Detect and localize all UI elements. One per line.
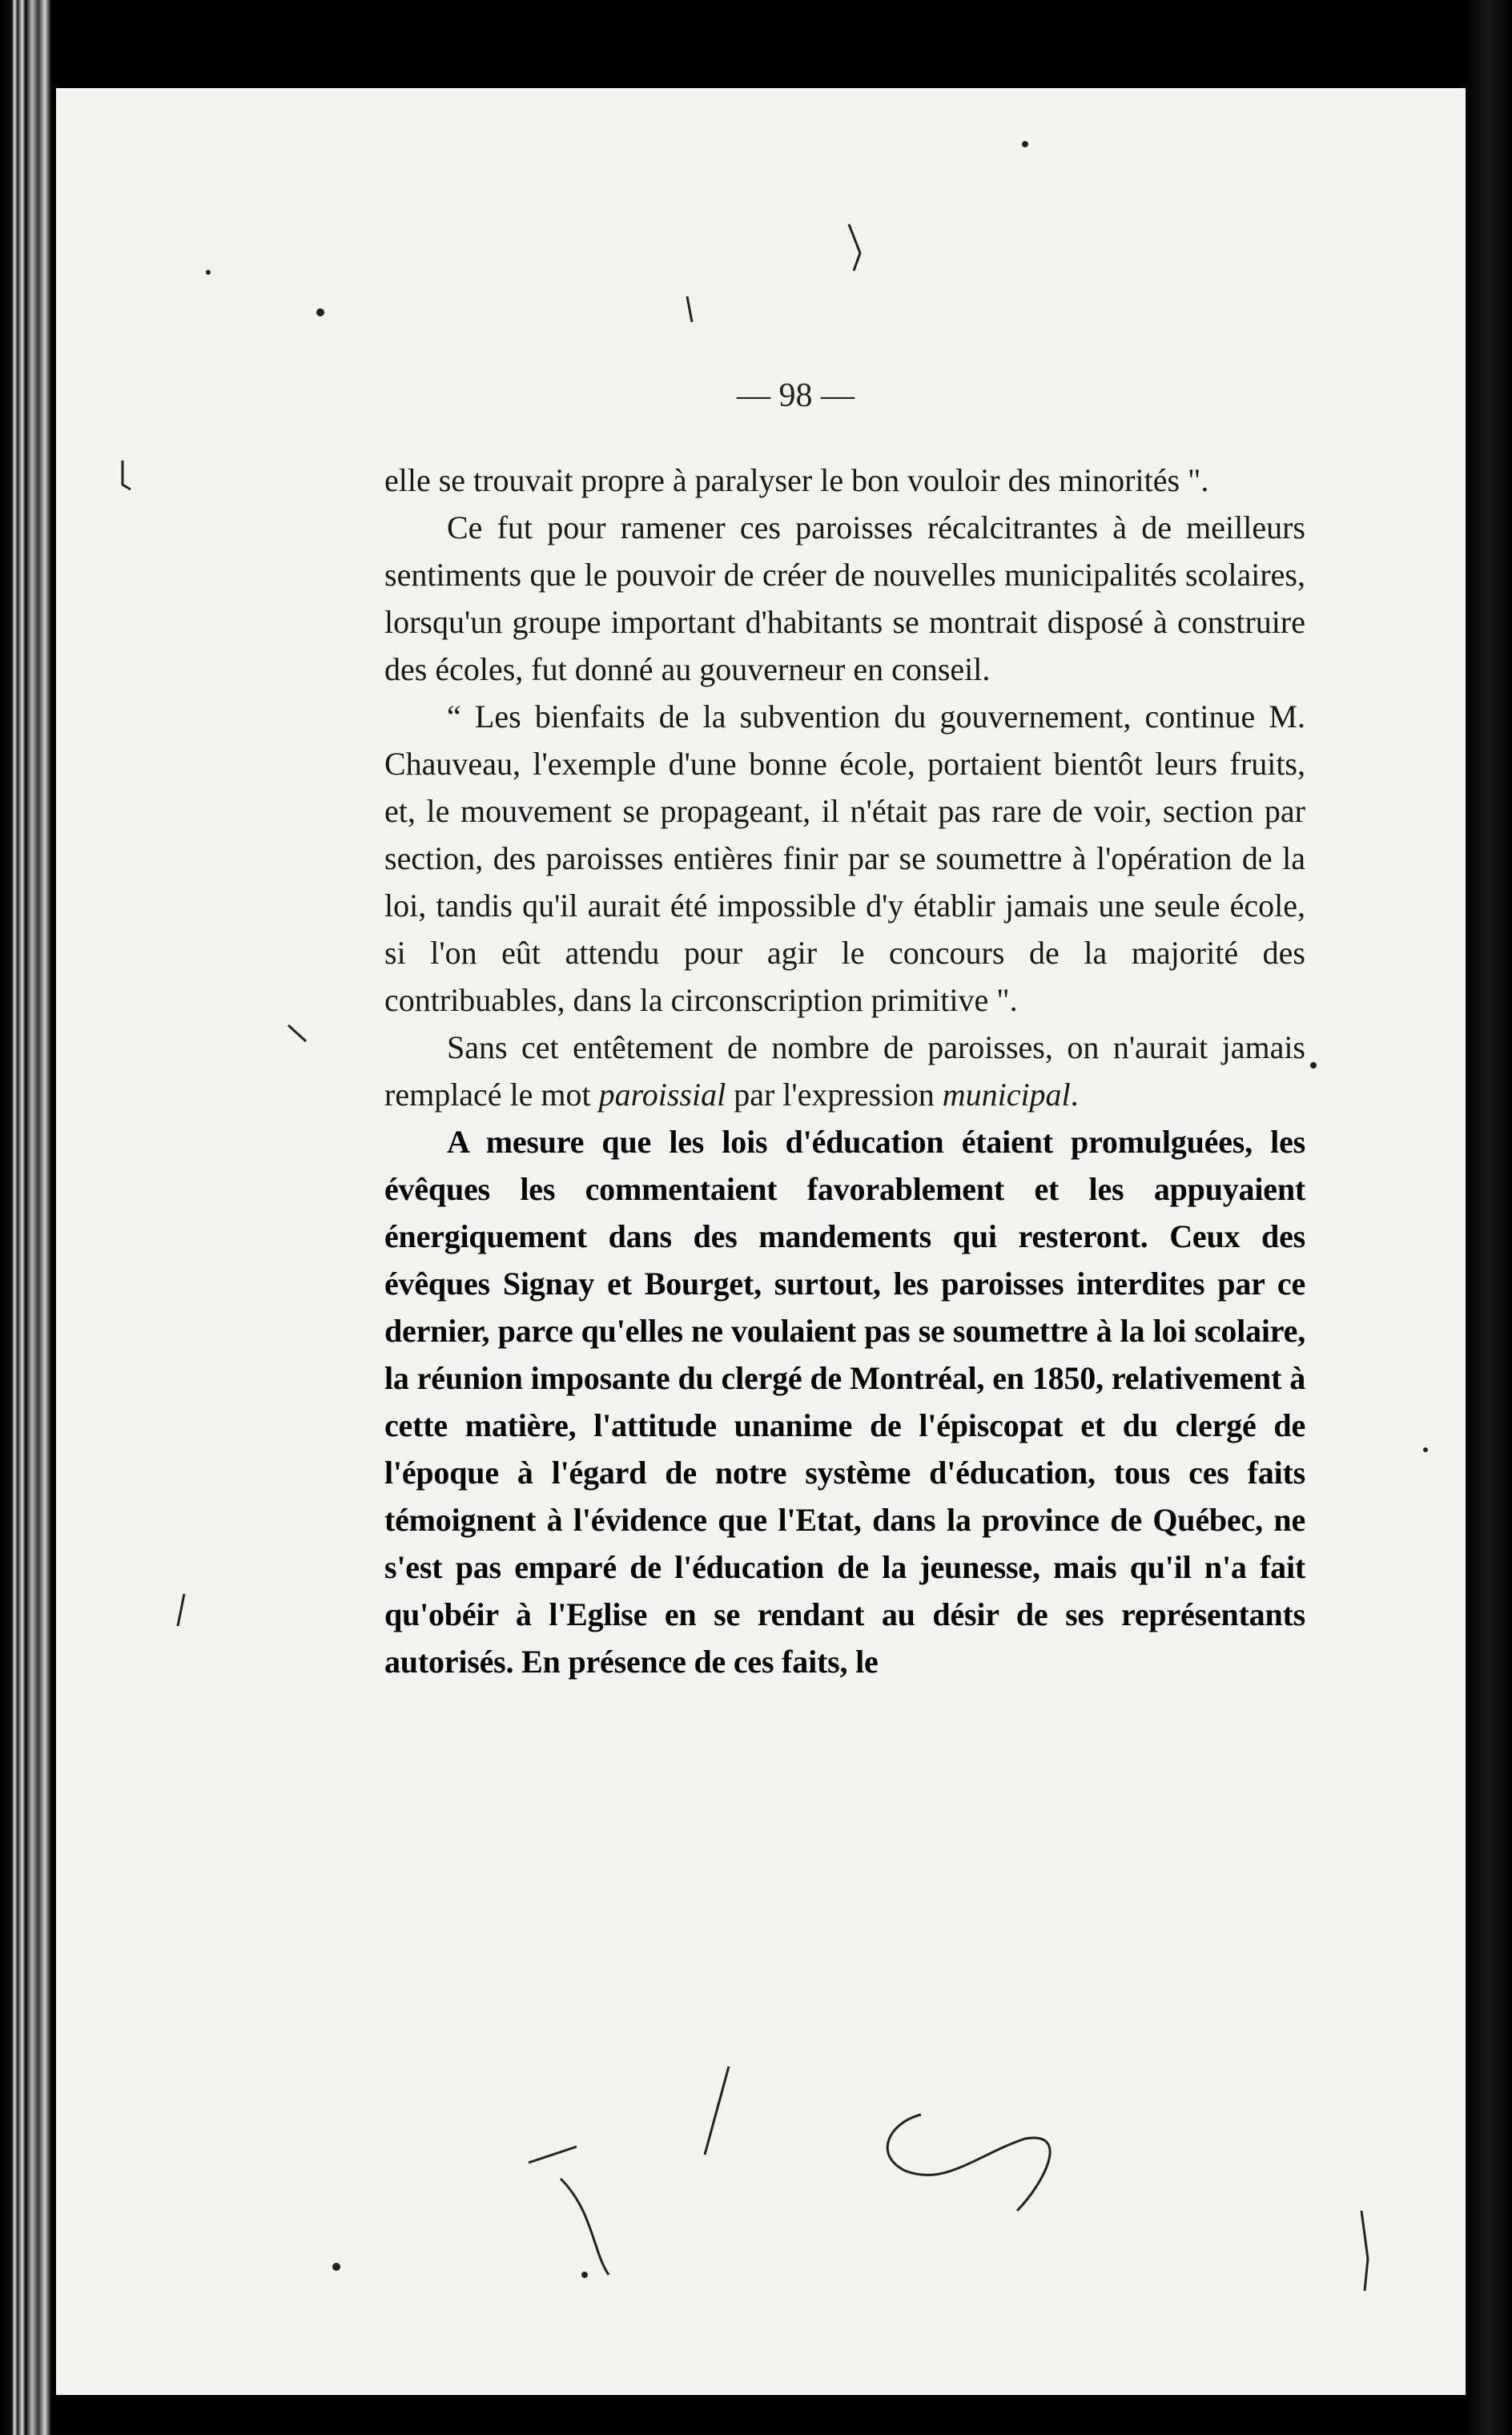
paragraph-3: “ Les bienfaits de la subvention du gouvernement, continue M. Chauveau, l'exemple d'une bonne école, portaient bientôt leurs fruits, et, le mouvement se propageant, il n'était pas rare de voir, section par section, des paroisses entières finir par se soumettre à l'opération de la loi, tandis qu'il aurait été impossible d'y établir jamais une seule école, si l'on eût attendu pour agir le concours de la majorité des contribuables, dans la circonscription primitive ". (384, 698, 1305, 1018)
italic-word-paroissial: paroissial (598, 1077, 726, 1113)
italic-word-municipal: municipal (942, 1077, 1071, 1113)
left-page-edge (0, 0, 56, 2435)
paragraph-1: elle se trouvait propre à paralyser le bon vouloir des minorités ". (384, 462, 1209, 498)
right-page-edge (1466, 0, 1512, 2435)
page-number: — 98 — (737, 377, 855, 414)
paragraph-4 (384, 1024, 1305, 1118)
paragraph-4-text-before: Sans cet entêtement de nombre de paroisses, on n'aurait jamais remplacé le mot (384, 1029, 1305, 1113)
body-text (384, 457, 1305, 1685)
paragraph-5: A mesure que les lois d'éducation étaient promulguées, les évêques les commentaient favorablement et les appuyaient énergiquement dans des mandements qui resteront. Ceux des évêques Signay et Bourget, surtout, les paroisses interdites par ce dernier, parce qu'elles ne voulaient pas se soumettre à la loi scolaire, la réunion imposante du clergé de Montréal, en 1850, relativement à cette matière, l'attitude unanime de l'épiscopat et du clergé de l'époque à l'égard de notre système d'éducation, tous ces faits témoignent à l'évidence que l'Etat, dans la province de Québec, ne s'est pas emparé de l'éducation de la jeunesse, mais qu'il n'a fait qu'obéir à l'Eglise en se rendant au désir de ses représentants autorisés. En présence de ces faits, le (384, 1124, 1305, 1680)
paragraph-4-text-middle: par l'expression (726, 1077, 943, 1113)
paragraph-2: Ce fut pour ramener ces paroisses récalcitrantes à de meilleurs sentiments que le pouvoir de créer de nouvelles municipalités scolaires, lorsqu'un groupe important d'habitants se montrait disposé à construire des écoles, fut donné au gouverneur en conseil. (384, 509, 1305, 687)
paragraph-4-text-after: . (1070, 1077, 1079, 1113)
